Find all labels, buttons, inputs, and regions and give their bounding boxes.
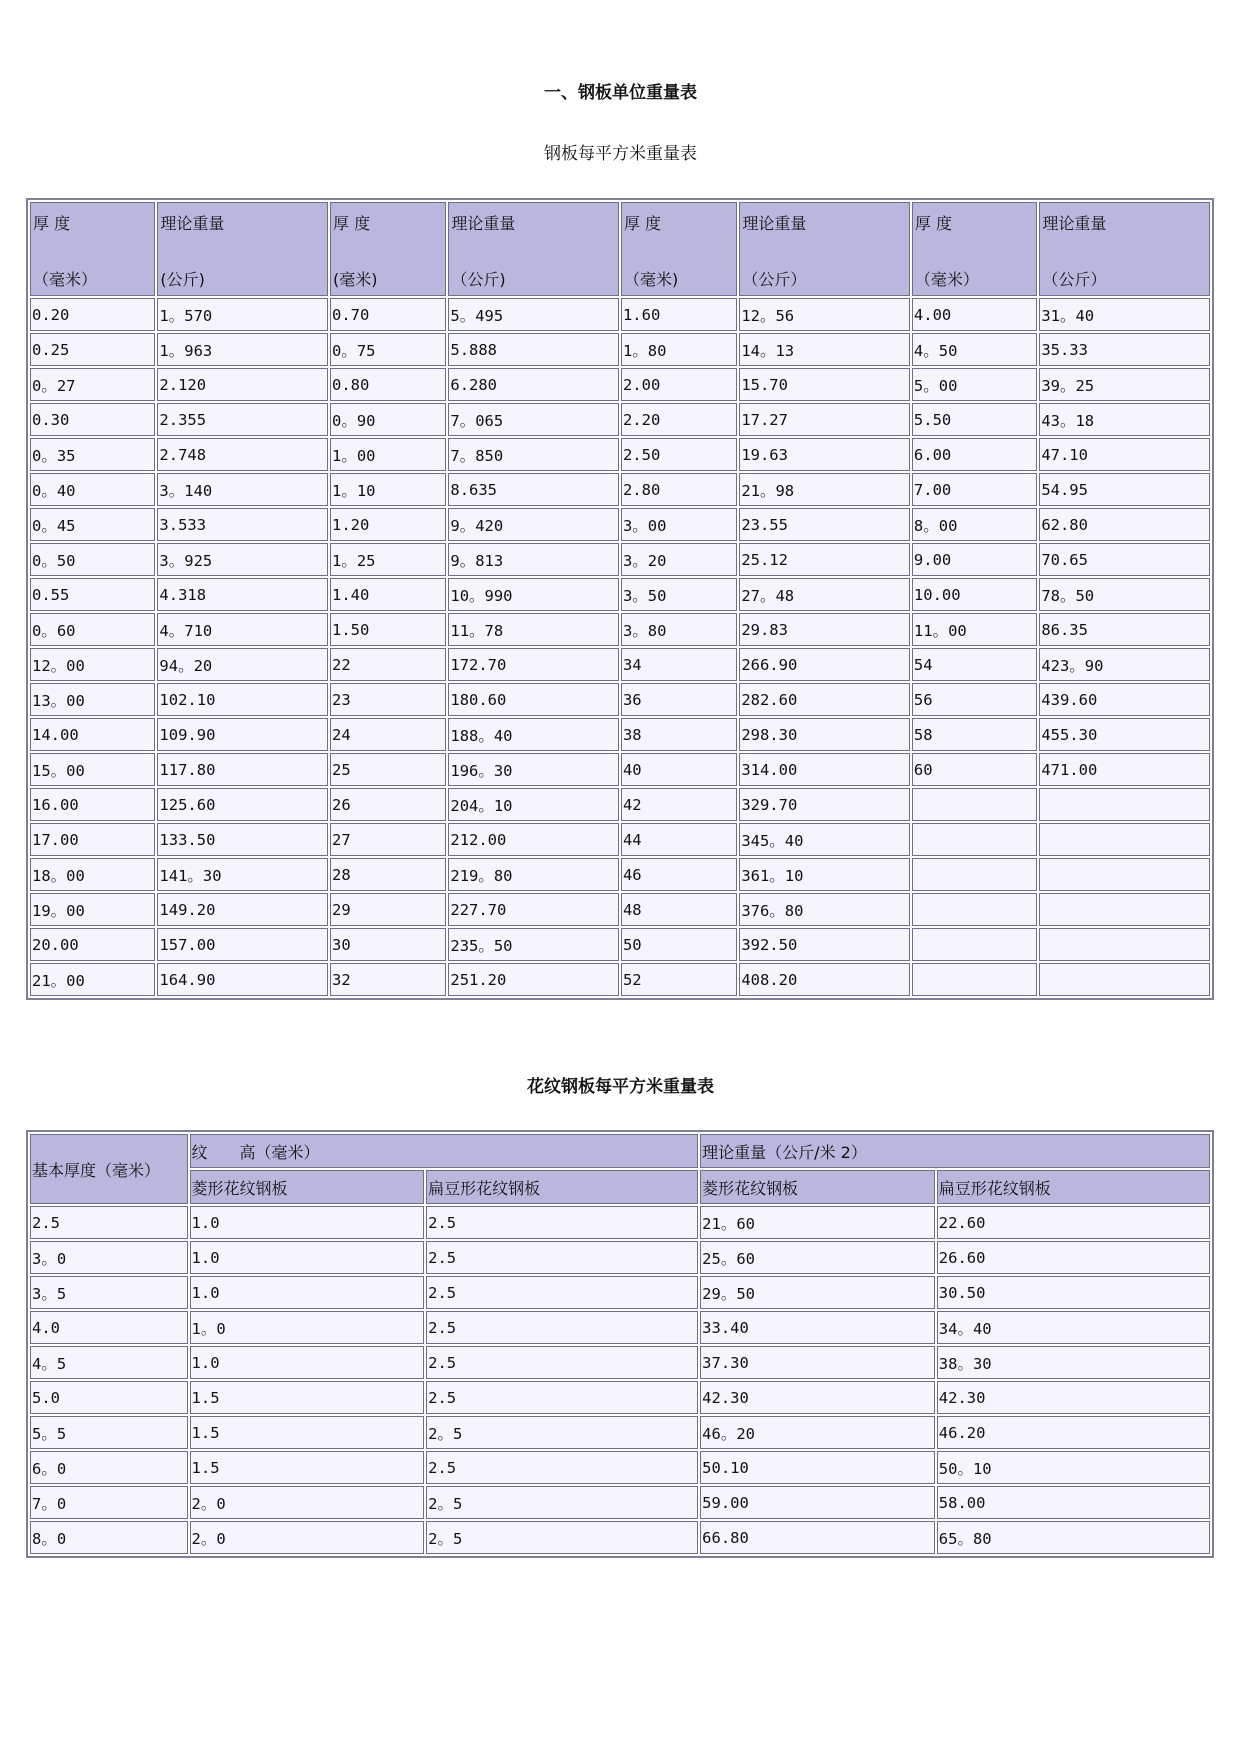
table-cell: 0。75 [330, 333, 446, 366]
table-cell: 149.20 [157, 893, 328, 926]
header-unit: (毫米) [333, 270, 378, 289]
table-cell: 26 [330, 788, 446, 821]
steel-plate-weight-table [26, 198, 1214, 1000]
table-cell: 27 [330, 823, 446, 856]
table-cell: 23 [330, 683, 446, 716]
table-cell: 58 [912, 718, 1037, 751]
table-cell: 4。50 [912, 333, 1037, 366]
table-cell: 54 [912, 648, 1037, 681]
table-cell: 46 [621, 858, 737, 891]
table-cell: 36 [621, 683, 737, 716]
table-cell: 5.50 [912, 403, 1037, 436]
table-cell: 219。80 [448, 858, 619, 891]
table-cell: 2。5 [426, 1521, 698, 1554]
table-cell: 29。50 [700, 1276, 935, 1309]
table-cell [1039, 823, 1210, 856]
table-row [30, 1451, 1210, 1484]
table-cell [912, 823, 1037, 856]
table-cell: 50 [621, 928, 737, 961]
table-cell: 6.00 [912, 438, 1037, 471]
table-cell: 0。45 [30, 508, 155, 541]
table-cell: 376。80 [739, 893, 910, 926]
table-cell: 0。90 [330, 403, 446, 436]
table-cell: 2。5 [426, 1486, 698, 1519]
table-row [30, 753, 1210, 786]
table-cell: 3。00 [621, 508, 737, 541]
table-cell: 5.888 [448, 333, 619, 366]
table-cell: 0。35 [30, 438, 155, 471]
table-row [30, 613, 1210, 646]
table-cell: 0.80 [330, 368, 446, 401]
table-cell: 7。0 [30, 1486, 188, 1519]
table-cell: 2.5 [426, 1241, 698, 1274]
table-cell: 0.20 [30, 298, 155, 331]
table-cell: 22 [330, 648, 446, 681]
table-cell: 24 [330, 718, 446, 751]
table-header-cell [30, 202, 155, 296]
table-cell: 11。78 [448, 613, 619, 646]
table-cell: 14。13 [739, 333, 910, 366]
table-cell: 26.60 [937, 1241, 1210, 1274]
table-row [30, 1521, 1210, 1554]
table-cell [912, 858, 1037, 891]
table-row [30, 333, 1210, 366]
table-cell: 7.00 [912, 473, 1037, 506]
table-cell: 1.0 [190, 1276, 425, 1309]
table-cell: 34 [621, 648, 737, 681]
table-cell: 17.27 [739, 403, 910, 436]
header-label: 理论重量 [1042, 214, 1107, 233]
table-row [30, 578, 1210, 611]
table-cell: 44 [621, 823, 737, 856]
header-theoretical-weight: 理论重量（公斤/米 2） [700, 1134, 1210, 1168]
table-cell: 2.5 [426, 1346, 698, 1379]
table-cell: 251.20 [448, 963, 619, 996]
table-header-cell [912, 202, 1037, 296]
table-cell: 0.70 [330, 298, 446, 331]
table-cell: 2.5 [426, 1451, 698, 1484]
table-cell: 2.5 [30, 1206, 188, 1239]
table-cell: 5.0 [30, 1381, 188, 1414]
subheader-diamond-weight: 菱形花纹钢板 [700, 1170, 935, 1204]
table-cell: 9。420 [448, 508, 619, 541]
table-cell: 12。00 [30, 648, 155, 681]
table-cell: 3。50 [621, 578, 737, 611]
table-cell: 3。20 [621, 543, 737, 576]
table-cell: 266.90 [739, 648, 910, 681]
table-cell: 86.35 [1039, 613, 1210, 646]
header-unit: （公斤) [451, 270, 506, 289]
header-label: 厚 度 [914, 214, 952, 233]
table-cell: 361。10 [739, 858, 910, 891]
table-cell: 21。60 [700, 1206, 935, 1239]
table-cell [1039, 928, 1210, 961]
table-cell: 28 [330, 858, 446, 891]
table-cell: 133.50 [157, 823, 328, 856]
table-row [30, 368, 1210, 401]
table-cell: 1.0 [190, 1241, 425, 1274]
table-cell: 3。925 [157, 543, 328, 576]
table-cell: 46.20 [937, 1416, 1210, 1449]
table-cell [912, 893, 1037, 926]
table-cell: 1.0 [190, 1206, 425, 1239]
table-header-cell [330, 202, 446, 296]
table-row [30, 508, 1210, 541]
table-header-cell [1039, 202, 1210, 296]
table-cell: 188。40 [448, 718, 619, 751]
table-cell: 1。00 [330, 438, 446, 471]
table-cell: 42.30 [937, 1381, 1210, 1414]
table-cell: 42.30 [700, 1381, 935, 1414]
table-cell: 25 [330, 753, 446, 786]
table-cell: 22.60 [937, 1206, 1210, 1239]
table-cell: 1.40 [330, 578, 446, 611]
table-cell: 18。00 [30, 858, 155, 891]
patterned-steel-plate-weight-table [26, 1130, 1214, 1558]
table-cell: 29.83 [739, 613, 910, 646]
table-cell: 1.0 [190, 1346, 425, 1379]
table-cell: 30.50 [937, 1276, 1210, 1309]
table-cell: 2.5 [426, 1381, 698, 1414]
table-cell: 31。40 [1039, 298, 1210, 331]
table-cell: 30 [330, 928, 446, 961]
table-cell: 1.5 [190, 1416, 425, 1449]
table-cell: 70.65 [1039, 543, 1210, 576]
table-cell: 2.80 [621, 473, 737, 506]
table-cell: 33.40 [700, 1311, 935, 1344]
table-cell: 1。570 [157, 298, 328, 331]
table-header-row [30, 202, 1210, 296]
table-row [30, 1486, 1210, 1519]
table-cell: 50。10 [937, 1451, 1210, 1484]
table-cell: 423。90 [1039, 648, 1210, 681]
table-row [30, 438, 1210, 471]
table-row [30, 823, 1210, 856]
table-cell: 8。00 [912, 508, 1037, 541]
table-header-row [30, 1134, 1210, 1168]
table-cell: 1。10 [330, 473, 446, 506]
table-cell: 66.80 [700, 1521, 935, 1554]
table-cell: 2。5 [426, 1416, 698, 1449]
table-row [30, 963, 1210, 996]
table-cell: 2.00 [621, 368, 737, 401]
table-cell: 1.5 [190, 1381, 425, 1414]
table-cell: 4。5 [30, 1346, 188, 1379]
table-cell: 2。0 [190, 1486, 425, 1519]
table-cell: 15。00 [30, 753, 155, 786]
header-label: 厚 度 [333, 214, 371, 233]
table-subheader-row [30, 1170, 1210, 1204]
table-cell: 1。0 [190, 1311, 425, 1344]
table-cell: 6.280 [448, 368, 619, 401]
table-cell: 50.10 [700, 1451, 935, 1484]
table-cell: 102.10 [157, 683, 328, 716]
table-row [30, 1206, 1210, 1239]
table-cell: 29 [330, 893, 446, 926]
table-cell: 212.00 [448, 823, 619, 856]
header-pattern-height: 纹 高（毫米） [190, 1134, 699, 1168]
table-row [30, 893, 1210, 926]
patterned-plate-table-title: 花纹钢板每平方米重量表 [527, 1077, 714, 1097]
table-cell: 3。140 [157, 473, 328, 506]
table-cell: 7。065 [448, 403, 619, 436]
table-cell: 25。60 [700, 1241, 935, 1274]
table-cell: 47.10 [1039, 438, 1210, 471]
table-cell: 2.120 [157, 368, 328, 401]
table-row [30, 1381, 1210, 1414]
table-cell: 0.25 [30, 333, 155, 366]
table-cell: 3。80 [621, 613, 737, 646]
table-cell: 172.70 [448, 648, 619, 681]
table-cell: 32 [330, 963, 446, 996]
table-cell: 25.12 [739, 543, 910, 576]
table-cell: 59.00 [700, 1486, 935, 1519]
table-cell [1039, 788, 1210, 821]
table-cell [1039, 858, 1210, 891]
table-cell: 0.30 [30, 403, 155, 436]
steel-plate-table-title: 钢板每平方米重量表 [544, 144, 697, 164]
table-cell: 1.5 [190, 1451, 425, 1484]
table-cell: 439.60 [1039, 683, 1210, 716]
table-cell: 298.30 [739, 718, 910, 751]
table-cell: 16.00 [30, 788, 155, 821]
table-cell: 48 [621, 893, 737, 926]
table-cell: 314.00 [739, 753, 910, 786]
table-cell: 21。98 [739, 473, 910, 506]
header-unit: （毫米） [33, 270, 98, 289]
table-cell: 27。48 [739, 578, 910, 611]
page-title: 一、钢板单位重量表 [544, 83, 697, 103]
header-unit: （毫米) [623, 270, 679, 289]
table-cell: 2.50 [621, 438, 737, 471]
table-cell: 9。813 [448, 543, 619, 576]
table-cell: 8。0 [30, 1521, 188, 1554]
table-cell: 1。25 [330, 543, 446, 576]
table-cell: 3.533 [157, 508, 328, 541]
table-cell: 56 [912, 683, 1037, 716]
table-cell: 180.60 [448, 683, 619, 716]
table-cell [912, 963, 1037, 996]
table-cell: 4.00 [912, 298, 1037, 331]
table-cell: 1.60 [621, 298, 737, 331]
table-cell: 21。00 [30, 963, 155, 996]
table-cell: 35.33 [1039, 333, 1210, 366]
table-cell: 20.00 [30, 928, 155, 961]
table-cell: 282.60 [739, 683, 910, 716]
table-cell: 0。50 [30, 543, 155, 576]
header-unit: （毫米） [914, 270, 979, 289]
table-cell: 455.30 [1039, 718, 1210, 751]
table-cell: 0。60 [30, 613, 155, 646]
table-cell: 5。495 [448, 298, 619, 331]
table-cell: 0。27 [30, 368, 155, 401]
table-cell: 37.30 [700, 1346, 935, 1379]
table-cell: 9.00 [912, 543, 1037, 576]
table-cell: 1。80 [621, 333, 737, 366]
table-cell: 58.00 [937, 1486, 1210, 1519]
table-cell: 6。0 [30, 1451, 188, 1484]
table-cell: 196。30 [448, 753, 619, 786]
table-cell: 2.748 [157, 438, 328, 471]
table-cell: 1.20 [330, 508, 446, 541]
table-cell: 94。20 [157, 648, 328, 681]
table-row [30, 648, 1210, 681]
table-row [30, 858, 1210, 891]
table-cell: 164.90 [157, 963, 328, 996]
table-cell: 10。990 [448, 578, 619, 611]
table-cell: 141。30 [157, 858, 328, 891]
table-cell: 109.90 [157, 718, 328, 751]
table-cell [1039, 963, 1210, 996]
table-cell: 2.355 [157, 403, 328, 436]
table-cell: 11。00 [912, 613, 1037, 646]
table-cell: 54.95 [1039, 473, 1210, 506]
table-cell: 19.63 [739, 438, 910, 471]
table-cell: 15.70 [739, 368, 910, 401]
table-cell: 4.0 [30, 1311, 188, 1344]
table-cell: 157.00 [157, 928, 328, 961]
table-row [30, 473, 1210, 506]
table-cell: 38。30 [937, 1346, 1210, 1379]
header-label: 理论重量 [160, 214, 225, 233]
header-unit: （公斤） [742, 270, 807, 289]
table-cell: 204。10 [448, 788, 619, 821]
table-cell: 34。40 [937, 1311, 1210, 1344]
header-label: 厚 度 [623, 214, 662, 233]
table-cell: 12。56 [739, 298, 910, 331]
table-cell: 78。50 [1039, 578, 1210, 611]
table-cell: 42 [621, 788, 737, 821]
table-cell: 329.70 [739, 788, 910, 821]
table-cell: 117.80 [157, 753, 328, 786]
header-base-thickness: 基本厚度（毫米） [30, 1134, 188, 1204]
table-cell: 17.00 [30, 823, 155, 856]
table-cell: 2.5 [426, 1206, 698, 1239]
table-cell: 0.55 [30, 578, 155, 611]
table-cell: 227.70 [448, 893, 619, 926]
header-label: 理论重量 [451, 214, 516, 233]
table-header-cell [739, 202, 910, 296]
table-row [30, 788, 1210, 821]
table-cell: 13。00 [30, 683, 155, 716]
table-cell: 235。50 [448, 928, 619, 961]
table-cell: 2。0 [190, 1521, 425, 1554]
table-cell: 4。710 [157, 613, 328, 646]
header-unit: （公斤） [1042, 270, 1107, 289]
table-row [30, 1416, 1210, 1449]
table-cell: 471.00 [1039, 753, 1210, 786]
table-cell: 408.20 [739, 963, 910, 996]
table-row [30, 1276, 1210, 1309]
table-cell: 2.20 [621, 403, 737, 436]
table-cell [1039, 893, 1210, 926]
table-header-cell [621, 202, 737, 296]
table-cell: 14.00 [30, 718, 155, 751]
table-row [30, 298, 1210, 331]
table-header-cell [448, 202, 619, 296]
table-cell: 65。80 [937, 1521, 1210, 1554]
subheader-lentil-weight: 扁豆形花纹钢板 [937, 1170, 1210, 1204]
table-cell: 0。40 [30, 473, 155, 506]
table-cell: 125.60 [157, 788, 328, 821]
table-cell: 7。850 [448, 438, 619, 471]
table-cell [912, 788, 1037, 821]
table-cell: 40 [621, 753, 737, 786]
table-cell: 5。5 [30, 1416, 188, 1449]
table-cell: 38 [621, 718, 737, 751]
table-cell: 60 [912, 753, 1037, 786]
table-cell: 19。00 [30, 893, 155, 926]
header-label: 理论重量 [742, 214, 807, 233]
subheader-lentil-height: 扁豆形花纹钢板 [426, 1170, 698, 1204]
header-label: 厚 度 [33, 214, 71, 233]
table-cell: 1.50 [330, 613, 446, 646]
table-cell: 52 [621, 963, 737, 996]
table-row [30, 1241, 1210, 1274]
table-cell: 2.5 [426, 1311, 698, 1344]
table-cell: 5。00 [912, 368, 1037, 401]
table-row [30, 403, 1210, 436]
table-cell: 3。5 [30, 1276, 188, 1309]
table-cell: 46。20 [700, 1416, 935, 1449]
header-unit: (公斤) [160, 270, 205, 289]
table-cell: 345。40 [739, 823, 910, 856]
table-cell: 1。963 [157, 333, 328, 366]
subheader-diamond-height: 菱形花纹钢板 [190, 1170, 425, 1204]
table-row [30, 928, 1210, 961]
table-row [30, 718, 1210, 751]
table-header-cell [157, 202, 328, 296]
table-cell: 3。0 [30, 1241, 188, 1274]
table-cell: 10.00 [912, 578, 1037, 611]
table-cell: 43。18 [1039, 403, 1210, 436]
table-cell: 392.50 [739, 928, 910, 961]
table-cell: 62.80 [1039, 508, 1210, 541]
table-cell: 4.318 [157, 578, 328, 611]
table-row [30, 543, 1210, 576]
table-row [30, 1311, 1210, 1344]
table-cell: 23.55 [739, 508, 910, 541]
table-cell: 2.5 [426, 1276, 698, 1309]
table-row [30, 683, 1210, 716]
table-row [30, 1346, 1210, 1379]
table-cell [912, 928, 1037, 961]
table-cell: 8.635 [448, 473, 619, 506]
table-cell: 39。25 [1039, 368, 1210, 401]
